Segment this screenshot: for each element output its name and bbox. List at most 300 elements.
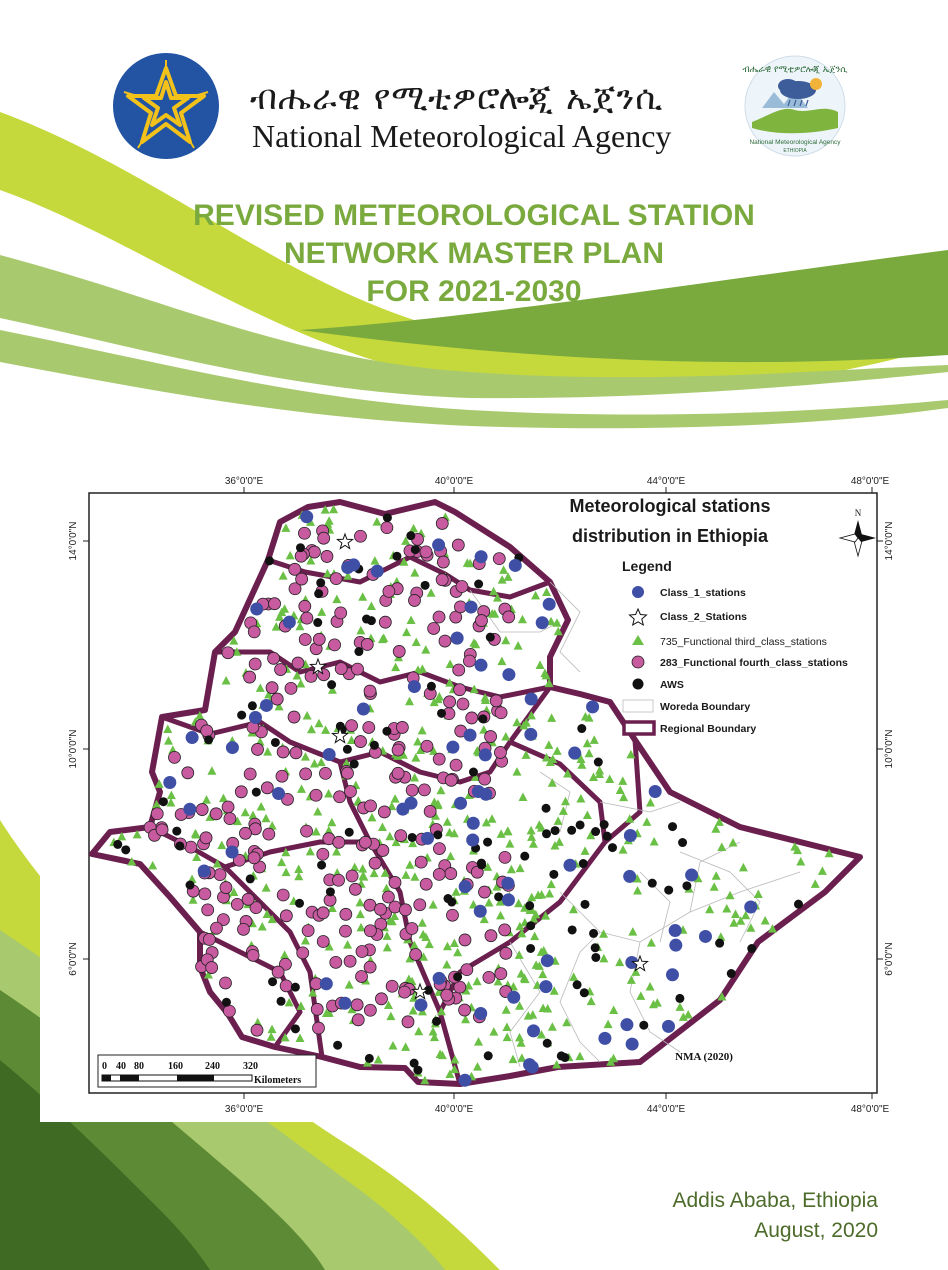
fourth-class-station-marker (499, 851, 511, 863)
fourth-class-station-marker (335, 607, 347, 619)
class1-station-marker (626, 1038, 639, 1051)
aws-station-marker (520, 852, 529, 861)
fourth-class-station-marker (364, 685, 376, 697)
class1-station-marker (543, 598, 556, 611)
class1-station-marker (524, 728, 537, 741)
aws-station-marker (573, 980, 582, 989)
fourth-class-station-marker (272, 966, 284, 978)
fourth-class-station-marker (210, 808, 222, 820)
scale-num-240: 240 (205, 1061, 220, 1072)
class1-station-marker (744, 900, 757, 913)
class1-station-marker (272, 787, 285, 800)
aws-station-marker (747, 944, 756, 953)
fourth-class-station-marker (206, 962, 218, 974)
aws-station-marker (568, 925, 577, 934)
aws-station-marker (345, 828, 354, 837)
lon-label-top-40: 40°0'0"E (434, 476, 474, 487)
aws-station-marker (549, 870, 558, 879)
fourth-class-station-marker (252, 743, 264, 755)
fourth-class-station-marker (239, 827, 251, 839)
aws-station-marker (444, 894, 453, 903)
fourth-class-station-marker (301, 825, 313, 837)
fourth-class-station-marker (196, 804, 208, 816)
fourth-class-station-marker (317, 848, 329, 860)
class1-station-marker (464, 729, 477, 742)
fourth-class-station-marker (392, 744, 404, 756)
aws-station-marker (453, 972, 462, 981)
aws-station-marker (411, 545, 420, 554)
ethiopian-emblem-logo (112, 52, 220, 160)
class1-station-marker (624, 829, 637, 842)
fourth-class-station-marker (202, 904, 214, 916)
fourth-class-station-marker (302, 925, 314, 937)
fourth-class-station-marker (352, 663, 364, 675)
aws-station-marker (362, 615, 371, 624)
title-line-2: NETWORK MASTER PLAN (284, 237, 664, 270)
aws-station-marker (483, 838, 492, 847)
fourth-class-station-marker (386, 980, 398, 992)
fourth-class-station-marker (340, 908, 352, 920)
aws-station-marker (159, 797, 168, 806)
lon-label-top-48: 48°0'0"E (850, 476, 890, 487)
class1-station-marker (341, 561, 354, 574)
aws-station-marker (432, 1017, 441, 1026)
fourth-class-station-marker (349, 883, 361, 895)
map-title-line-1: Meteorological stations (569, 496, 771, 516)
fourth-class-station-marker (500, 947, 512, 959)
fourth-class-station-marker (200, 832, 212, 844)
fourth-class-station-marker (399, 986, 411, 998)
scale-num-0: 0 (102, 1061, 107, 1072)
fourth-class-station-marker (445, 774, 457, 786)
fourth-class-station-marker (310, 789, 322, 801)
fourth-class-station-marker (280, 980, 292, 992)
aws-station-marker (484, 1051, 493, 1060)
fourth-class-station-marker (223, 1005, 235, 1017)
class1-station-marker (433, 972, 446, 985)
fourth-class-station-marker (436, 574, 448, 586)
aws-station-marker (172, 827, 181, 836)
class1-station-marker (475, 550, 488, 563)
aws-station-marker (608, 843, 617, 852)
class1-station-marker (586, 700, 599, 713)
aws-station-marker (296, 543, 305, 552)
aws-station-marker (576, 820, 585, 829)
class1-station-marker (568, 747, 581, 760)
fourth-class-station-marker (494, 746, 506, 758)
aws-station-marker (343, 745, 352, 754)
class1-station-marker (685, 869, 698, 882)
class1-station-marker (320, 977, 333, 990)
fourth-class-station-marker (378, 806, 390, 818)
fourth-class-station-marker (299, 634, 311, 646)
class1-station-marker (226, 846, 239, 859)
fourth-class-station-marker (333, 836, 345, 848)
aws-station-marker (580, 988, 589, 997)
legend-regional-icon (624, 722, 654, 734)
aws-station-marker (121, 845, 130, 854)
fourth-class-station-marker (433, 868, 445, 880)
class1-station-marker (446, 741, 459, 754)
scale-bar (98, 1055, 316, 1087)
aws-station-marker (350, 759, 359, 768)
fourth-class-station-marker (268, 652, 280, 664)
fourth-class-station-marker (461, 964, 473, 976)
class1-station-marker (454, 797, 467, 810)
fourth-class-station-marker (288, 711, 300, 723)
lat-label-right-6: 6°0'0"N (884, 942, 895, 976)
fourth-class-station-marker (352, 1014, 364, 1026)
aws-station-marker (591, 827, 600, 836)
fourth-class-station-marker (355, 736, 367, 748)
footer-date: August, 2020 (754, 1219, 878, 1242)
fourth-class-station-marker (224, 813, 236, 825)
fourth-class-station-marker (292, 657, 304, 669)
fourth-class-station-marker (311, 1003, 323, 1015)
class1-station-marker (198, 864, 211, 877)
scale-unit: Kilometers (254, 1075, 302, 1086)
fourth-class-station-marker (436, 517, 448, 529)
aws-station-marker (291, 1024, 300, 1033)
aws-station-marker (581, 900, 590, 909)
class1-station-marker (414, 998, 427, 1011)
aws-station-marker (427, 682, 436, 691)
aws-station-marker (794, 900, 803, 909)
fourth-class-station-marker (300, 768, 312, 780)
fourth-class-station-marker (389, 876, 401, 888)
aws-station-marker (265, 556, 274, 565)
title-line-1: REVISED METEOROLOGICAL STATION (193, 199, 755, 232)
class1-station-marker (502, 893, 515, 906)
class1-station-marker (300, 510, 313, 523)
aws-station-marker (591, 953, 600, 962)
class1-station-marker (501, 877, 514, 890)
fourth-class-station-marker (344, 955, 356, 967)
map-title-line-2: distribution in Ethiopia (572, 526, 768, 546)
aws-station-marker (579, 859, 588, 868)
class1-station-marker (250, 603, 263, 616)
class1-station-marker (183, 803, 196, 816)
fourth-class-station-marker (329, 639, 341, 651)
fourth-class-station-marker (222, 647, 234, 659)
fourth-class-station-marker (499, 924, 511, 936)
fourth-class-station-marker (280, 910, 292, 922)
class1-station-marker (502, 668, 515, 681)
class1-station-marker (466, 834, 479, 847)
fourth-class-station-marker (453, 664, 465, 676)
fourth-class-station-marker (396, 721, 408, 733)
fourth-class-station-marker (276, 770, 288, 782)
class1-station-marker (226, 741, 239, 754)
aws-station-marker (204, 735, 213, 744)
fourth-class-station-marker (475, 615, 487, 627)
aws-station-marker (664, 886, 673, 895)
fourth-class-station-marker (383, 585, 395, 597)
aws-station-marker (291, 983, 300, 992)
legend-aws-label: AWS (660, 679, 684, 691)
aws-station-marker (682, 881, 691, 890)
fourth-class-station-marker (261, 782, 273, 794)
fourth-class-station-marker (251, 1024, 263, 1036)
aws-station-marker (603, 832, 612, 841)
fourth-class-station-marker (237, 923, 249, 935)
fourth-class-station-marker (359, 836, 371, 848)
fourth-class-station-marker (483, 971, 495, 983)
footer-place: Addis Ababa, Ethiopia (672, 1189, 878, 1212)
aws-station-marker (222, 998, 231, 1007)
lat-label-right-10: 10°0'0"N (884, 729, 895, 769)
class1-station-marker (465, 601, 478, 614)
fourth-class-station-marker (444, 696, 456, 708)
class1-station-marker (371, 565, 384, 578)
fourth-class-station-marker (344, 785, 356, 797)
document-title (0, 197, 948, 311)
aws-station-marker (175, 841, 184, 850)
fourth-class-station-marker (301, 612, 313, 624)
fourth-class-station-marker (420, 878, 432, 890)
legend-aws-icon (633, 679, 644, 690)
class1-station-marker (421, 832, 434, 845)
class1-station-marker (527, 1024, 540, 1037)
class1-station-marker (536, 616, 549, 629)
fourth-class-station-marker (308, 546, 320, 558)
fourth-class-station-marker (363, 721, 375, 733)
fourth-class-station-marker (277, 889, 289, 901)
lon-label-bottom-44: 44°0'0"E (646, 1104, 686, 1115)
fourth-class-station-marker (318, 532, 330, 544)
aws-station-marker (668, 822, 677, 831)
lon-label-top-44: 44°0'0"E (646, 476, 686, 487)
fourth-class-station-marker (395, 830, 407, 842)
aws-station-marker (594, 758, 603, 767)
fourth-class-station-marker (399, 904, 411, 916)
fourth-class-station-marker (275, 664, 287, 676)
class1-station-marker (186, 731, 199, 744)
fourth-class-station-marker (361, 638, 373, 650)
legend-class1-label: Class_1_stations (660, 587, 746, 599)
aws-station-marker (494, 892, 503, 901)
class1-station-marker (458, 1074, 471, 1087)
fourth-class-station-marker (485, 731, 497, 743)
fourth-class-station-marker (375, 993, 387, 1005)
aws-station-marker (392, 552, 401, 561)
aws-station-marker (246, 874, 255, 883)
aws-station-marker (277, 997, 286, 1006)
aws-station-marker (474, 580, 483, 589)
fourth-class-station-marker (410, 948, 422, 960)
class1-station-marker (523, 1058, 536, 1071)
aws-station-marker (715, 939, 724, 948)
legend-class1-icon (632, 586, 644, 598)
aws-station-marker (316, 578, 325, 587)
fourth-class-station-marker (330, 956, 342, 968)
fourth-class-station-marker (466, 712, 478, 724)
fourth-class-station-marker (441, 989, 453, 1001)
aws-station-marker (678, 838, 687, 847)
fourth-class-station-marker (317, 935, 329, 947)
fourth-class-station-marker (393, 645, 405, 657)
fourth-class-station-marker (269, 598, 281, 610)
legend-fourth-class-label: 283_Functional fourth_class_stations (660, 657, 848, 669)
aws-station-marker (433, 830, 442, 839)
lon-label-bottom-40: 40°0'0"E (434, 1104, 474, 1115)
aws-station-marker (543, 1039, 552, 1048)
lat-label-right-14: 14°0'0"N (884, 521, 895, 561)
fourth-class-station-marker (433, 611, 445, 623)
fourth-class-station-marker (214, 869, 226, 881)
fourth-class-station-marker (406, 922, 418, 934)
aws-station-marker (727, 969, 736, 978)
fourth-class-station-marker (364, 1004, 376, 1016)
fourth-class-station-marker (290, 747, 302, 759)
fourth-class-station-marker (428, 622, 440, 634)
fourth-class-station-marker (321, 550, 333, 562)
stations-map (40, 472, 910, 1122)
class1-station-marker (479, 748, 492, 761)
fourth-class-station-marker (341, 767, 353, 779)
fourth-class-station-marker (346, 870, 358, 882)
fourth-class-station-marker (418, 784, 430, 796)
agency-name-amharic: ብሔራዊ የሚቲዎሮሎጂ ኤጀንሲ (250, 78, 664, 118)
fourth-class-station-marker (297, 947, 309, 959)
legend-title: Legend (622, 558, 672, 574)
fourth-class-station-marker (381, 522, 393, 534)
legend-third-class-label: 735_Functional third_class_stations (660, 636, 827, 648)
fourth-class-station-marker (485, 930, 497, 942)
fourth-class-station-marker (201, 725, 213, 737)
fourth-class-station-marker (392, 767, 404, 779)
nma-logo (732, 44, 858, 166)
fourth-class-station-marker (346, 720, 358, 732)
fourth-class-station-marker (459, 934, 471, 946)
class1-station-marker (459, 880, 472, 893)
aws-station-marker (252, 788, 261, 797)
aws-station-marker (525, 901, 534, 910)
fourth-class-station-marker (296, 573, 308, 585)
aws-station-marker (313, 618, 322, 627)
class1-station-marker (623, 870, 636, 883)
fourth-class-station-marker (452, 539, 464, 551)
fourth-class-station-marker (364, 961, 376, 973)
aws-station-marker (354, 647, 363, 656)
legend-fourth-class-icon (632, 656, 644, 668)
fourth-class-station-marker (313, 633, 325, 645)
aws-station-marker (486, 633, 495, 642)
fourth-class-station-marker (168, 751, 180, 763)
class1-station-marker (509, 559, 522, 572)
class1-station-marker (507, 991, 520, 1004)
class1-station-marker (338, 997, 351, 1010)
fourth-class-station-marker (319, 767, 331, 779)
legend-woreda-label: Woreda Boundary (660, 701, 751, 713)
fourth-class-station-marker (379, 616, 391, 628)
fourth-class-station-marker (445, 868, 457, 880)
class1-station-marker (405, 797, 418, 810)
fourth-class-station-marker (334, 791, 346, 803)
aws-station-marker (317, 861, 326, 870)
fourth-class-station-marker (298, 527, 310, 539)
scale-num-40: 40 (116, 1061, 126, 1072)
class1-station-marker (662, 1020, 675, 1033)
fourth-class-station-marker (439, 635, 451, 647)
fourth-class-station-marker (271, 693, 283, 705)
class1-station-marker (249, 711, 262, 724)
fourth-class-station-marker (199, 888, 211, 900)
fourth-class-station-marker (495, 968, 507, 980)
fourth-class-station-marker (248, 852, 260, 864)
class1-station-marker (357, 702, 370, 715)
logo-sub: ETHIOPIA (783, 148, 807, 154)
fourth-class-station-marker (335, 663, 347, 675)
fourth-class-station-marker (266, 682, 278, 694)
lat-label-left-10: 10°0'0"N (68, 729, 79, 769)
fourth-class-station-marker (414, 899, 426, 911)
fourth-class-station-marker (433, 753, 445, 765)
aws-station-marker (600, 820, 609, 829)
aws-station-marker (477, 859, 486, 868)
class1-station-marker (539, 980, 552, 993)
footer (673, 1186, 879, 1246)
fourth-class-station-marker (247, 949, 259, 961)
lat-label-left-14: 14°0'0"N (68, 521, 79, 561)
aws-station-marker (526, 921, 535, 930)
class1-station-marker (541, 954, 554, 967)
fourth-class-station-marker (222, 801, 234, 813)
scale-num-160: 160 (168, 1061, 183, 1072)
fourth-class-station-marker (424, 805, 436, 817)
fourth-class-station-marker (463, 655, 475, 667)
fourth-class-station-marker (503, 611, 515, 623)
class1-station-marker (669, 939, 682, 952)
fourth-class-station-marker (495, 707, 507, 719)
scale-num-80: 80 (134, 1061, 144, 1072)
lon-label-bottom-48: 48°0'0"E (850, 1104, 890, 1115)
aws-station-marker (314, 589, 323, 598)
aws-station-marker (542, 829, 551, 838)
lat-label-left-6: 6°0'0"N (68, 942, 79, 976)
aws-station-marker (365, 1054, 374, 1063)
fourth-class-station-marker (244, 768, 256, 780)
class1-station-marker (649, 785, 662, 798)
fourth-class-station-marker (203, 933, 215, 945)
class1-station-marker (474, 905, 487, 918)
class1-station-marker (669, 924, 682, 937)
fourth-class-station-marker (402, 1016, 414, 1028)
class1-station-marker (474, 659, 487, 672)
fourth-class-station-marker (459, 1004, 471, 1016)
fourth-class-station-marker (437, 556, 449, 568)
class1-station-marker (163, 776, 176, 789)
aws-station-marker (589, 929, 598, 938)
class1-station-marker (323, 748, 336, 761)
fourth-class-station-marker (354, 530, 366, 542)
fourth-class-station-marker (249, 658, 261, 670)
class1-station-marker (620, 1018, 633, 1031)
class1-station-marker (432, 538, 445, 551)
aws-station-marker (551, 826, 560, 835)
fourth-class-station-marker (339, 925, 351, 937)
aws-station-marker (271, 738, 280, 747)
fourth-class-station-marker (421, 740, 433, 752)
aws-station-marker (560, 1053, 569, 1062)
class1-station-marker (474, 1007, 487, 1020)
fourth-class-station-marker (450, 759, 462, 771)
fourth-class-station-marker (244, 671, 256, 683)
aws-station-marker (268, 977, 277, 986)
class1-station-marker (666, 968, 679, 981)
class1-station-marker (563, 859, 576, 872)
class1-station-marker (408, 680, 421, 693)
